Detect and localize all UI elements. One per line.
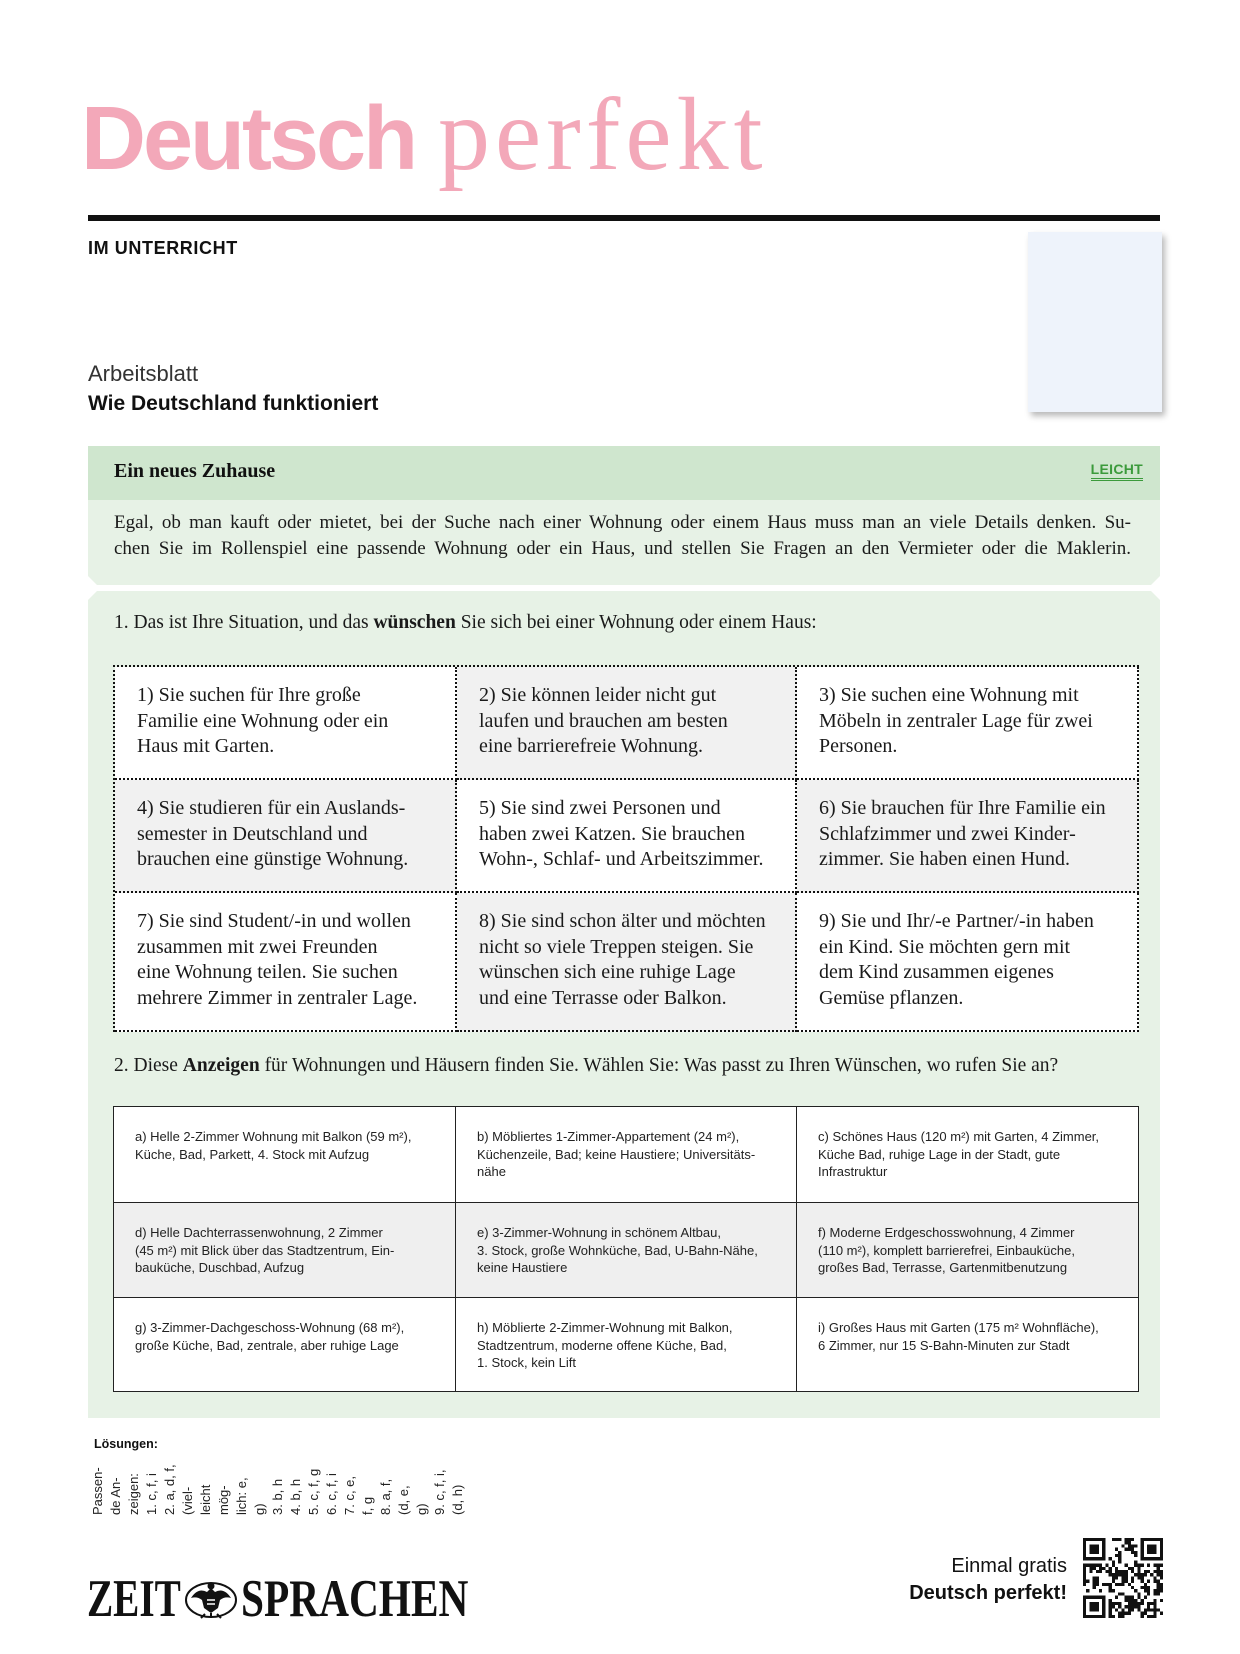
ad-a: a) Helle 2-Zimmer Wohnung mit Balkon (59 m²), Küche, Bad, Parkett, 4. Stock mit Aufzug <box>114 1107 456 1203</box>
solution-line: 5. c, f, g <box>306 1468 321 1515</box>
promo-line-2: Deutsch perfekt! <box>909 1582 1067 1604</box>
difficulty-badge: LEICHT <box>1091 461 1143 481</box>
exercise-title: Ein neues Zuhause <box>114 460 276 482</box>
ad-h: h) Möblierte 2-Zimmer-Wohnung mit Balkon, Stadtzentrum, moderne offene Küche, Bad, 1. Stock, kein Lift <box>456 1298 797 1392</box>
section-kicker: IM UNTERRICHT <box>88 238 238 258</box>
solutions-heading: Lösungen: <box>94 1437 158 1451</box>
solution-line: g) <box>252 1503 267 1515</box>
solution-line: (d, h) <box>450 1484 465 1515</box>
promo-text <box>909 1553 1067 1607</box>
situation-card-8: 8) Sie sind schon älter und möchten nicht so viele Treppen steigen. Sie wünschen sich eine ruhige Lage und eine Terrasse oder Balkon. <box>457 893 797 1032</box>
situation-card-1: 1) Sie suchen für Ihre große Familie eine Wohnung oder ein Haus mit Garten. <box>115 667 457 780</box>
solution-line: 8. a, f, <box>378 1478 393 1515</box>
intro-line: chen Sie im Rollenspiel eine passende Wohnung oder ein Haus, und stellen Sie Fragen an den Vermieter oder die Maklerin. <box>114 538 1131 559</box>
task-1-heading-suffix: Sie sich bei einer Wohnung oder einem Haus: <box>455 612 817 633</box>
task-2-heading <box>114 1053 1058 1079</box>
solution-line: (viel- <box>180 1486 195 1515</box>
logo-perfekt: perfekt <box>438 77 768 192</box>
solution-line: 3. b, h <box>270 1478 285 1515</box>
publisher-logo-zeit: ZEIT <box>87 1570 181 1628</box>
situation-card-2: 2) Sie können leider nicht gut laufen und brauchen am besten eine barrierefreie Wohnung. <box>457 667 797 780</box>
situation-card-9: 9) Sie und Ihr/-e Partner/-in haben ein Kind. Sie möchten gern mit dem Kind zusammen eigenes Gemüse pflanzen. <box>797 893 1139 1032</box>
solution-line: leicht <box>198 1484 213 1515</box>
solution-line: 2. a, d, f, <box>162 1464 177 1515</box>
situation-grid <box>113 665 1139 1032</box>
solution-line: g) <box>414 1503 429 1515</box>
solution-line: lich: e, <box>234 1477 249 1515</box>
header-rule <box>88 215 1160 221</box>
solution-line: zeigen: <box>126 1473 141 1515</box>
solution-line: Passen- <box>90 1467 105 1515</box>
ad-g: g) 3-Zimmer-Dachgeschoss-Wohnung (68 m²), große Küche, Bad, zentrale, aber ruhige Lage <box>114 1298 456 1392</box>
solution-line: 1. c, f, i <box>144 1473 159 1515</box>
intro-text <box>114 510 1131 562</box>
solution-line: 6. c, f, i <box>324 1473 339 1515</box>
task-2-heading-suffix: für Wohnungen und Häusern finden Sie. Wählen Sie: Was passt zu Ihren Wünschen, wo rufen Sie an? <box>259 1055 1059 1076</box>
ad-i: i) Großes Haus mit Garten (175 m² Wohnfläche), 6 Zimmer, nur 15 S-Bahn-Minuten zur Stadt <box>797 1298 1139 1392</box>
promo-line-1: Einmal gratis <box>951 1555 1067 1577</box>
qr-code-icon[interactable] <box>1083 1538 1163 1618</box>
eagle-emblem-icon <box>183 1578 239 1620</box>
solution-line: (d, e, <box>396 1485 411 1515</box>
solution-line: 9. c, f, i, <box>432 1469 447 1515</box>
solution-line: mög- <box>216 1485 231 1515</box>
ad-d: d) Helle Dachterrassenwohnung, 2 Zimmer (45 m²) mit Blick über das Stadtzentrum, Ein- bauküche, Duschbad, Aufzug <box>114 1203 456 1298</box>
solution-line: 7. c, e, <box>342 1475 357 1515</box>
situation-card-3: 3) Sie suchen eine Wohnung mit Möbeln in zentraler Lage für zwei Personen. <box>797 667 1139 780</box>
solution-line: 4. b, h <box>288 1478 303 1515</box>
task-1-heading-prefix: 1. Das ist Ihre Situation, und das <box>114 612 374 633</box>
task-1-heading-emphasis: wünschen <box>373 612 456 633</box>
logo-deutsch: Deutsch <box>81 89 416 189</box>
solution-line: de An- <box>108 1477 123 1515</box>
publisher-logo-sprachen: SPRACHEN <box>241 1570 469 1628</box>
ad-e: e) 3-Zimmer-Wohnung in schönem Altbau, 3. Stock, große Wohnküche, Bad, U-Bahn-Nähe, keine Haustiere <box>456 1203 797 1298</box>
task-1-heading <box>114 610 817 636</box>
ad-f: f) Moderne Erdgeschosswohnung, 4 Zimmer (110 m²), komplett barrierefrei, Einbauküche, großes Bad, Terrasse, Gartenmitbenutzung <box>797 1203 1139 1298</box>
solution-line: f, g <box>360 1496 375 1515</box>
page-title: Wie Deutschland funktioniert <box>88 392 379 415</box>
cover-thumbnail <box>1028 232 1162 412</box>
solutions-rotated-text <box>89 1461 467 1515</box>
task-2-heading-prefix: 2. Diese <box>114 1055 183 1076</box>
situation-card-6: 6) Sie brauchen für Ihre Familie ein Schlafzimmer und zwei Kinder- zimmer. Sie haben einen Hund. <box>797 780 1139 893</box>
situation-card-7: 7) Sie sind Student/-in und wollen zusammen mit zwei Freunden eine Wohnung teilen. Sie suchen mehrere Zimmer in zentraler Lage. <box>115 893 457 1032</box>
situation-card-4: 4) Sie studieren für ein Auslands- semester in Deutschland und brauchen eine günstige Wohnung. <box>115 780 457 893</box>
ad-c: c) Schönes Haus (120 m²) mit Garten, 4 Zimmer, Küche Bad, ruhige Lage in der Stadt, gute Infrastruktur <box>797 1107 1139 1203</box>
worksheet-label: Arbeitsblatt <box>88 361 199 386</box>
task-2-heading-emphasis: Anzeigen <box>182 1055 260 1076</box>
ads-table <box>113 1106 1139 1392</box>
intro-line: Egal, ob man kauft oder mietet, bei der Suche nach einer Wohnung oder einem Haus muss man an viele Details denken. Su- <box>114 512 1131 533</box>
situation-card-5: 5) Sie sind zwei Personen und haben zwei Katzen. Sie brauchen Wohn-, Schlaf- und Arbeitszimmer. <box>457 780 797 893</box>
ad-b: b) Möbliertes 1-Zimmer-Appartement (24 m²), Küchenzeile, Bad; keine Haustiere; Universitäts- nähe <box>456 1107 797 1203</box>
